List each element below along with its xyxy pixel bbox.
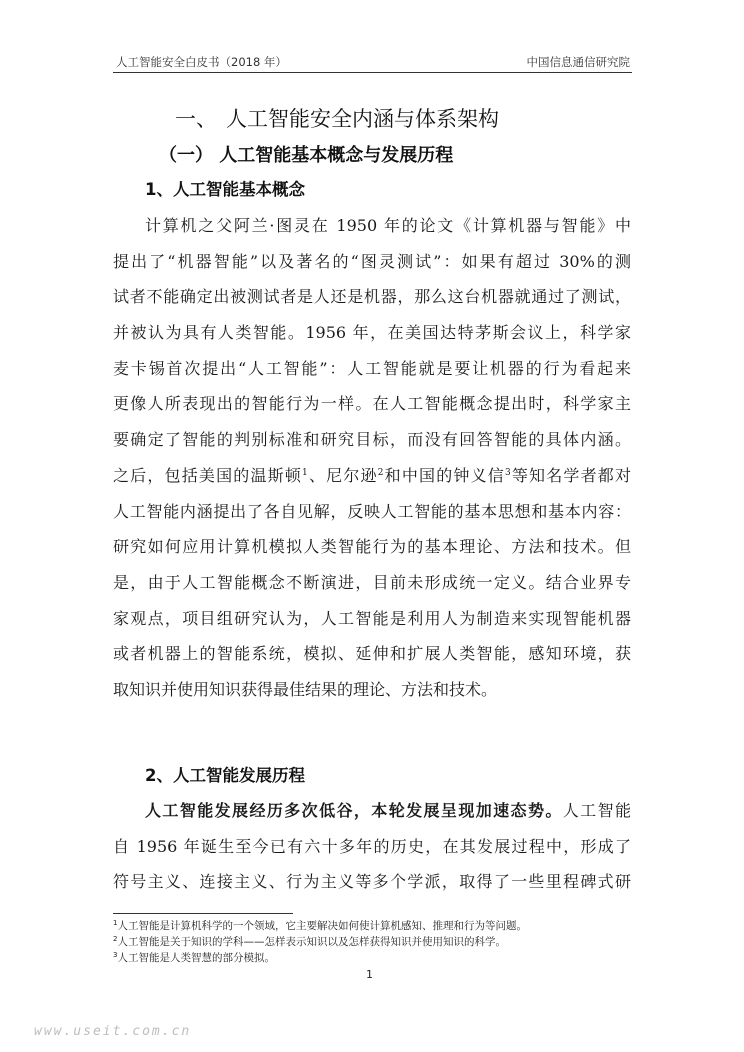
- footnote-text: 人工智能是人类智慧的部分模拟。: [117, 952, 275, 964]
- footnote-3: [113, 950, 275, 965]
- footnote-mark: 2: [113, 935, 118, 943]
- text-line: 取知识并使用知识获得最佳结果的理论、方法和技术。: [113, 679, 498, 699]
- footnote-text: 人工智能是计算机科学的一个领域，它主要解决如何使计算机感知、推理和行为等问题。: [117, 920, 527, 932]
- text-line: 提出了“机器智能”以及著名的“图灵测试”：如果有超过 30%的测: [113, 251, 631, 271]
- page-number: 1: [366, 968, 373, 981]
- text-line: 家观点，项目组研究认为，人工智能是利用人为制造来实现智能机器: [113, 608, 631, 628]
- text-run: 和中国的钟义信: [383, 465, 505, 485]
- text-line: 符号主义、连接主义、行为主义等多个学派，取得了一些里程碑式研: [113, 872, 631, 892]
- site-watermark: www.useit.com.cn: [34, 1024, 192, 1039]
- text-line: 试者不能确定出被测试者是人还是机器，那么这台机器就通过了测试，: [113, 287, 631, 307]
- text-line: 人工智能内涵提出了各自见解，反映人工智能的基本思想和基本内容：: [113, 501, 631, 521]
- footnote-2: [113, 934, 506, 949]
- text-run: 之后，包括美国的温斯顿: [113, 465, 303, 485]
- text-line: 要确定了智能的判别标准和研究目标，而没有回答智能的具体内涵。: [113, 430, 631, 450]
- running-header-org: 中国信息通信研究院: [526, 55, 630, 69]
- section-heading: （一） 人工智能基本概念与发展历程: [159, 145, 454, 166]
- chapter-number: 一、: [175, 107, 217, 131]
- subsection-heading-1: 1、人工智能基本概念: [145, 180, 305, 199]
- subsection-heading-2: 2、人工智能发展历程: [145, 766, 305, 785]
- footnote-ref-1[interactable]: 1: [302, 467, 308, 478]
- running-header-title: 人工智能安全白皮书（2018 年）: [116, 55, 287, 69]
- text-line: 麦卡锡首次提出“人工智能”：人工智能就是要让机器的行为看起来: [113, 358, 631, 378]
- text-line: 更像人所表现出的智能行为一样。在人工智能概念提出时，科学家主: [113, 394, 631, 414]
- footnote-ref-3[interactable]: 3: [504, 467, 511, 478]
- text-run: 、尼尔逊: [307, 465, 378, 485]
- footnote-mark: 3: [113, 951, 118, 959]
- text-line: 自 1956 年诞生至今已有六十多年的历史，在其发展过程中，形成了: [113, 836, 631, 856]
- text-line: 并被认为具有人类智能。1956 年，在美国达特茅斯会议上，科学家: [113, 323, 631, 343]
- footnote-mark: 1: [113, 919, 118, 927]
- text-run: 人工智能: [562, 801, 631, 820]
- text-line-with-footnotes: [113, 458, 631, 494]
- paragraph-basic-concept: [113, 208, 631, 708]
- text-line: 计算机之父阿兰·图灵在 1950 年的论文《计算机器与智能》中: [145, 216, 631, 235]
- text-line: 是，由于人工智能概念不断演进，目前未形成统一定义。结合业界专: [113, 572, 631, 592]
- footnote-1: [113, 918, 527, 933]
- text-line: 或者机器上的智能系统，模拟、延伸和扩展人类智能，感知环境，获: [113, 644, 631, 664]
- footnote-divider: [113, 913, 293, 914]
- lead-sentence: 人工智能发展经历多次低谷，本轮发展呈现加速态势。: [145, 801, 563, 820]
- text-line: [113, 793, 631, 829]
- header-divider: [113, 72, 632, 73]
- text-run: 等知名学者都对: [510, 465, 631, 485]
- text-line: 研究如何应用计算机模拟人类智能行为的基本理论、方法和技术。但: [113, 537, 631, 557]
- footnote-ref-2[interactable]: 2: [377, 467, 384, 478]
- chapter-title: 人工智能安全内涵与体系架构: [226, 107, 499, 131]
- paragraph-development-history: [113, 793, 631, 900]
- footnote-text: 人工智能是关于知识的学科——怎样表示知识以及怎样获得知识并使用知识的科学。: [117, 936, 506, 948]
- chapter-heading: [175, 103, 499, 133]
